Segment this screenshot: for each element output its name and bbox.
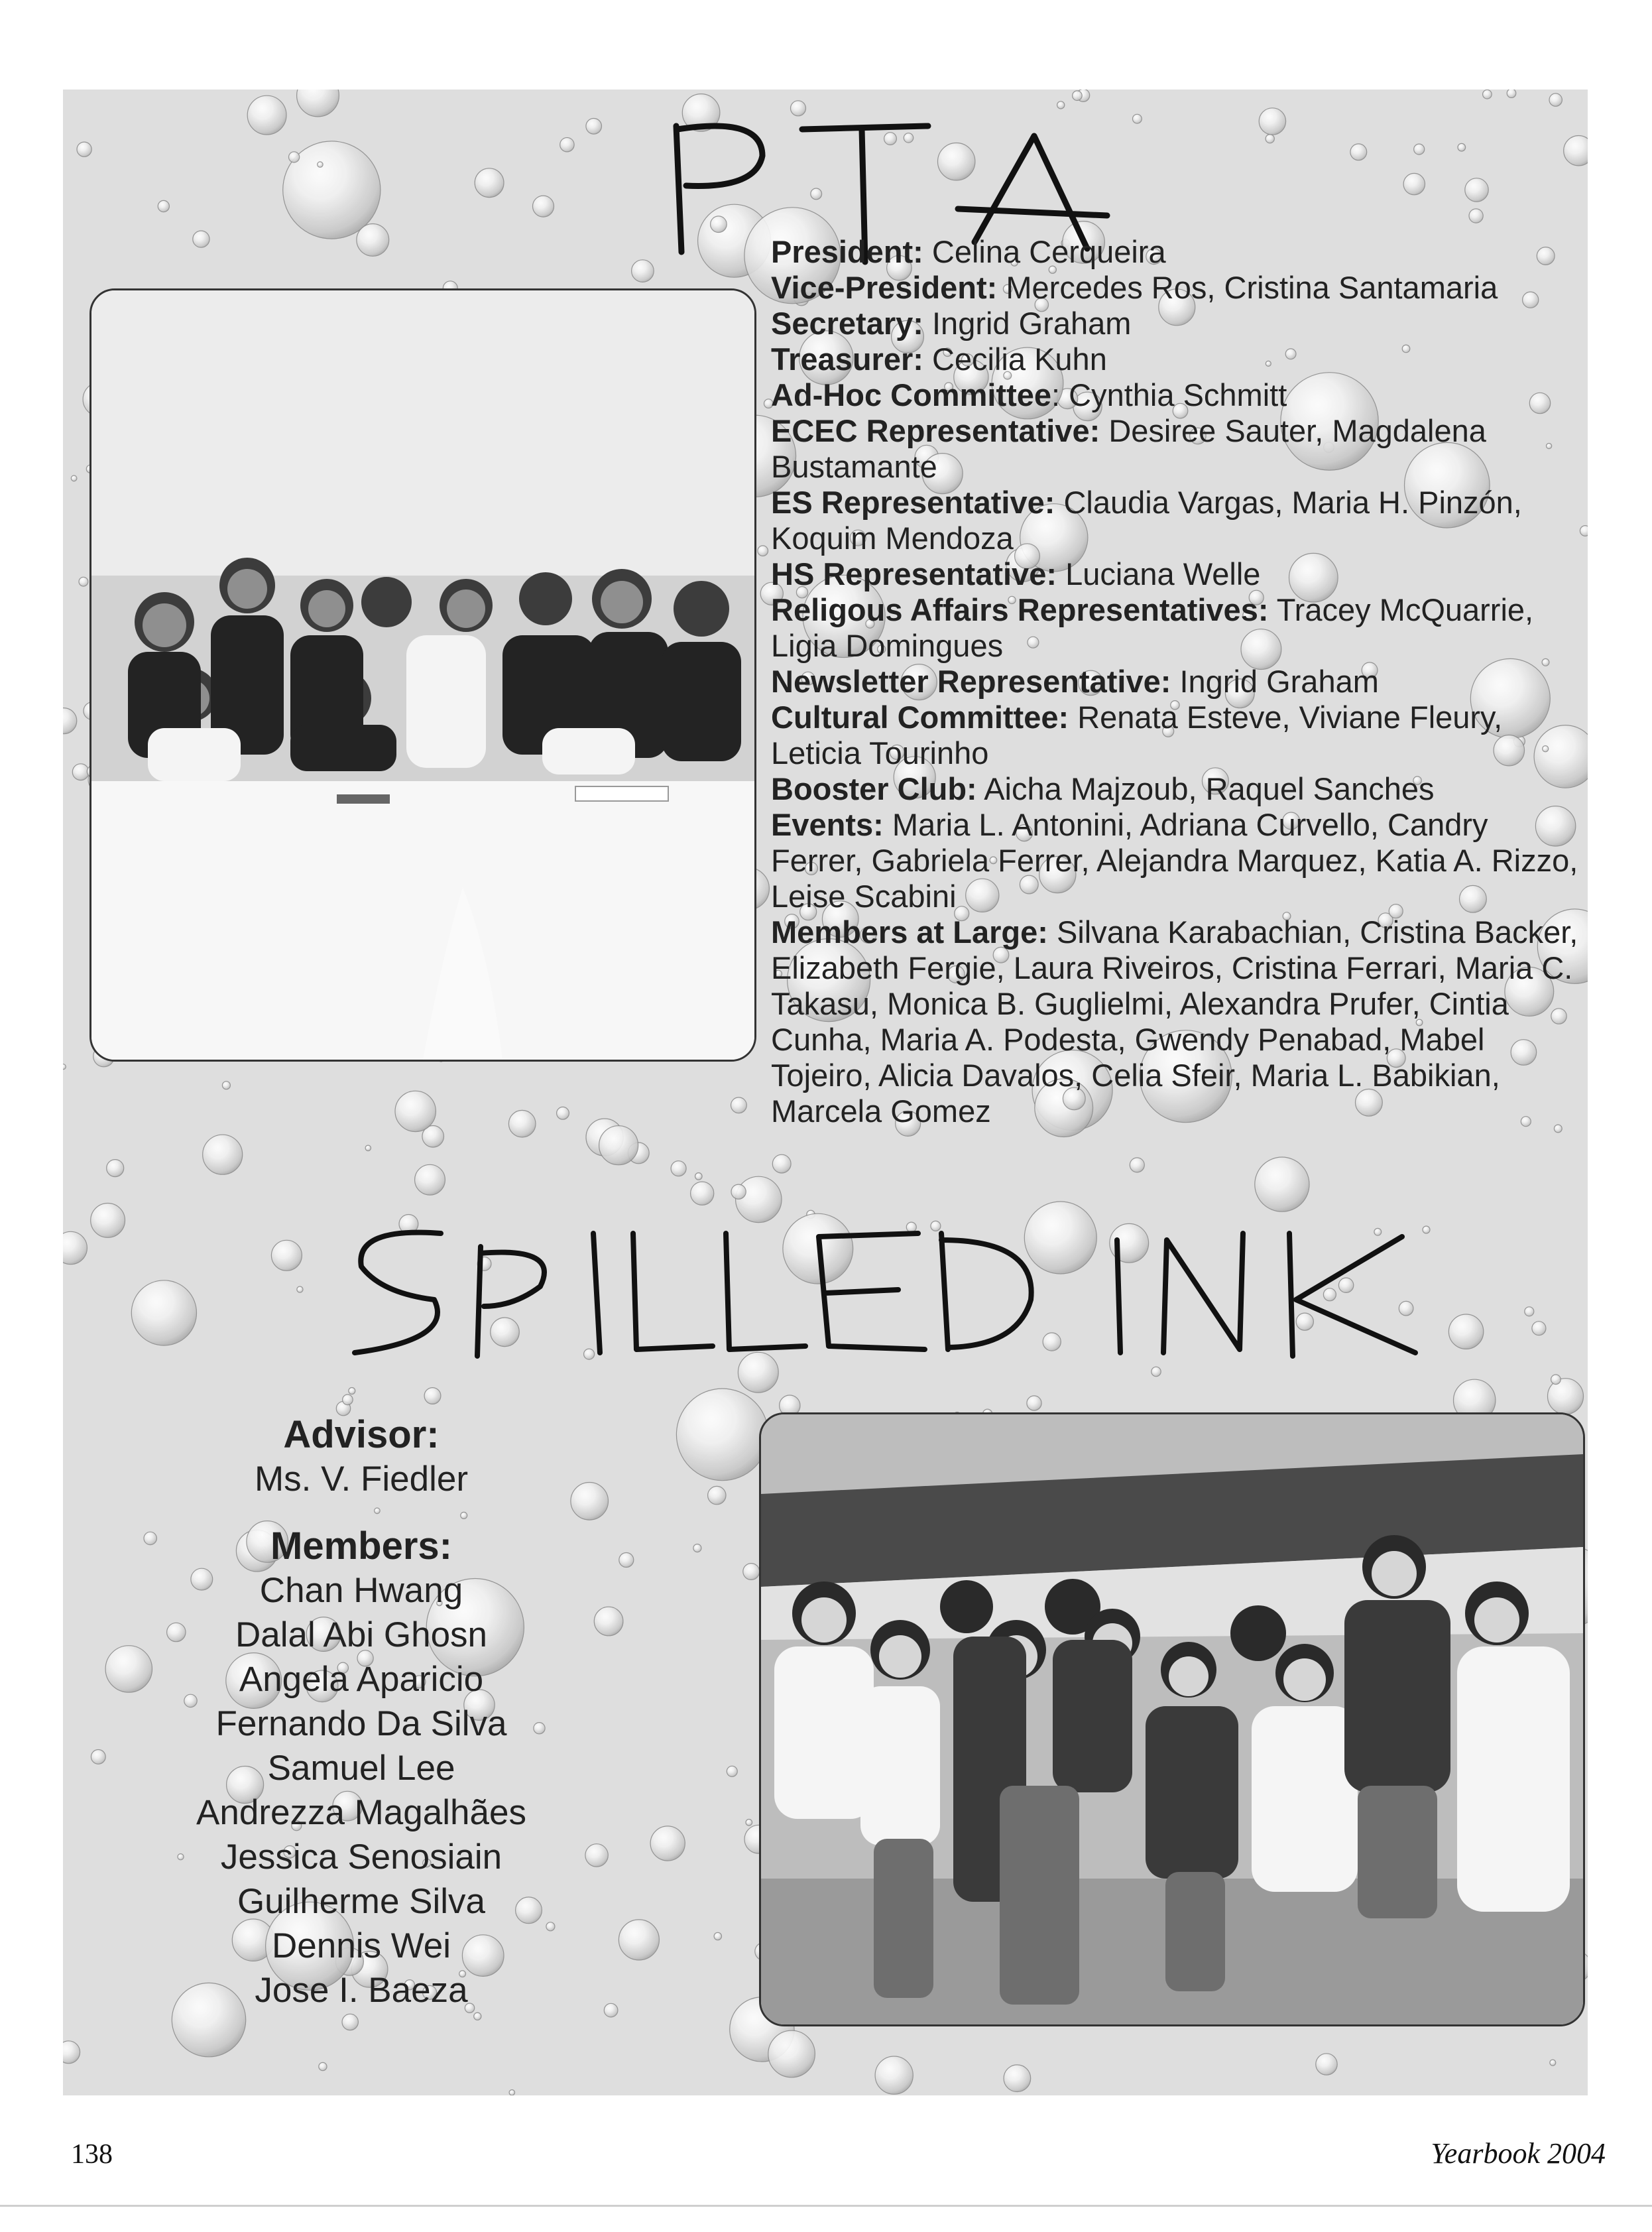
bubble-shape	[1483, 90, 1492, 99]
bubble-shape	[671, 1161, 686, 1176]
bubble-shape	[297, 90, 339, 117]
bubble-shape	[1316, 2054, 1337, 2075]
bubble-shape	[79, 577, 88, 586]
bubble-shape	[1414, 144, 1425, 155]
bubble-shape	[1525, 1307, 1534, 1316]
bubble-shape	[91, 1750, 105, 1765]
bubble-shape	[319, 2062, 327, 2070]
advisor-label: Advisor:	[283, 1413, 440, 1456]
advisor-name: Ms. V. Fiedler	[254, 1459, 469, 1499]
bubble-shape	[1073, 91, 1083, 101]
bubble-shape	[63, 2041, 80, 2064]
bubble-shape	[585, 1844, 608, 1867]
bubble-shape	[342, 2014, 358, 2030]
bubble-shape	[533, 196, 554, 217]
bubble-shape	[107, 1160, 124, 1177]
bubble-shape	[708, 1486, 726, 1504]
bubble-shape	[1057, 101, 1065, 109]
bubble-shape	[91, 1204, 125, 1238]
bubble-shape	[731, 1184, 746, 1199]
officer-row: Newsletter Representative: Ingrid Graham	[771, 664, 1379, 699]
bubble-shape	[1550, 2060, 1556, 2066]
bubble-shape	[289, 152, 300, 162]
member-name: Fernando Da Silva	[215, 1704, 507, 1743]
bubble-shape	[546, 1922, 555, 1931]
bubble-shape	[586, 119, 602, 135]
officer-row: Events: Maria L. Antonini, Adriana Curvello, Candry Ferrer, Gabriela Ferrer, Alejandra Marquez, Katia A. Rizzo, Leise Scabini	[771, 807, 1578, 914]
bubble-shape	[222, 1082, 230, 1089]
bubble-shape	[743, 1564, 760, 1580]
member-name: Jessica Senosiain	[220, 1837, 502, 1877]
bubble-shape	[599, 1126, 638, 1165]
bubble-shape	[193, 231, 209, 247]
bubble-shape	[772, 1154, 791, 1173]
bubble-shape	[63, 708, 77, 734]
bubble-shape	[1507, 90, 1516, 97]
bubble-shape	[203, 1135, 243, 1174]
bubble-background-panel	[63, 90, 1588, 2095]
bubble-shape	[508, 1110, 536, 1137]
officer-row: Treasurer: Cecilia Kuhn	[771, 341, 1107, 377]
bubble-shape	[768, 2030, 815, 2077]
bubble-shape	[1458, 143, 1466, 151]
bubble-shape	[1551, 1375, 1561, 1385]
bubble-shape	[474, 2013, 481, 2020]
bubble-shape	[72, 764, 89, 780]
officer-row: Secretary: Ingrid Graham	[771, 306, 1132, 341]
bubble-shape	[1448, 1314, 1483, 1349]
member-name: Andrezza Magalhães	[196, 1793, 526, 1832]
svg-text:SPILLED INK: SPILLED INK	[341, 1207, 346, 1208]
member-name: Dennis Wei	[271, 1926, 451, 1965]
bubble-shape	[1532, 1322, 1546, 1335]
bubble-shape	[63, 1231, 87, 1264]
bubble-shape	[349, 1388, 355, 1395]
member-name: Samuel Lee	[267, 1749, 455, 1788]
bubble-shape	[676, 1389, 768, 1481]
bubble-shape	[746, 1820, 752, 1826]
bubble-shape	[632, 260, 654, 282]
page-number: 138	[71, 2139, 113, 2170]
spilled-ink-group-photo	[759, 1412, 1585, 2026]
bubble-shape	[594, 1607, 623, 1636]
spilled-ink-staff	[176, 1412, 547, 2013]
bubble-shape	[424, 1388, 441, 1404]
bubble-shape	[144, 1532, 156, 1544]
officer-row: ECEC Representative: Desiree Sauter, Magdalena Bustamante	[771, 413, 1486, 484]
bubble-shape	[131, 1280, 196, 1345]
spilled-ink-heading	[341, 1207, 1435, 1373]
bubble-shape	[318, 162, 323, 167]
bubble-shape	[714, 1932, 721, 1940]
bubble-shape	[1549, 93, 1562, 106]
bubble-shape	[475, 168, 504, 198]
bubble-shape	[415, 1164, 445, 1195]
member-name: Chan Hwang	[259, 1571, 463, 1610]
bubble-shape	[357, 224, 389, 257]
officer-row: Vice-President: Mercedes Ros, Cristina Santamaria	[771, 270, 1498, 305]
bubble-shape	[1130, 1158, 1144, 1172]
bubble-shape	[560, 138, 574, 152]
bubble-shape	[571, 1483, 609, 1520]
member-name: Guilherme Silva	[237, 1882, 486, 1921]
bubble-shape	[727, 1766, 737, 1776]
bubble-shape	[63, 1064, 66, 1070]
bubble-shape	[509, 2090, 514, 2095]
bubble-shape	[650, 1826, 685, 1861]
bubble-shape	[395, 1091, 436, 1131]
bubble-shape	[604, 2003, 618, 2017]
member-name: Angela Aparicio	[239, 1660, 484, 1699]
bubble-shape	[1133, 114, 1142, 123]
bubble-shape	[1259, 108, 1285, 135]
officer-row: ES Representative: Claudia Vargas, Maria H. Pinzón, Koquim Mendoza	[771, 485, 1522, 556]
officer-row: President: Celina Cerqueira	[771, 234, 1166, 269]
bubble-shape	[691, 1182, 714, 1205]
bubble-shape	[158, 200, 169, 212]
book-title: Yearbook 2004	[1431, 2137, 1606, 2170]
bubble-shape	[343, 1395, 353, 1405]
svg-text:PTA: PTA	[663, 109, 664, 110]
officer-row: Booster Club: Aicha Majzoub, Raquel Sanches	[771, 771, 1435, 806]
bubble-shape	[619, 1920, 659, 1960]
officer-row: Cultural Committee: Renata Esteve, Viviane Fleury, Leticia Tourinho	[771, 700, 1503, 771]
bubble-shape	[1266, 135, 1274, 143]
officer-row: Religous Affairs Representatives: Tracey McQuarrie, Ligia Domingues	[771, 592, 1534, 663]
bubble-shape	[731, 1097, 747, 1113]
bubble-shape	[77, 142, 91, 156]
bubble-shape	[365, 1145, 371, 1150]
pta-group-photo	[89, 288, 756, 1062]
member-name: Dalal Abi Ghosn	[235, 1615, 488, 1654]
bubble-shape	[1564, 136, 1588, 166]
bubble-shape	[875, 2056, 913, 2094]
bubble-shape	[297, 1286, 303, 1292]
bubble-shape	[1465, 178, 1488, 202]
footer-rule	[0, 2205, 1652, 2207]
officer-row: Ad-Hoc Committee: Cynthia Schmitt	[771, 377, 1287, 412]
bubble-shape	[1004, 2065, 1031, 2092]
bubble-shape	[1469, 209, 1483, 223]
bubble-shape	[1255, 1157, 1309, 1211]
bubble-shape	[105, 1646, 152, 1692]
bubble-shape	[695, 1173, 703, 1180]
officer-row: Members at Large: Silvana Karabachian, Cristina Backer, Elizabeth Fergie, Laura Riveiros, Cristina Ferrari, Maria C. Takasu, Monica B. Guglielmi, Alexandra Prufer, Cintia Cunha, Maria A. Podesta, Gwendy Penabad, Mabel Tojeiro, Alicia Davalos, Celia Sfeir, Maria L. Babikian, Marcela Gomez	[771, 914, 1578, 1129]
bubble-shape	[557, 1107, 569, 1119]
pta-officer-list	[771, 234, 1583, 1129]
bubble-shape	[619, 1553, 634, 1568]
bubble-shape	[1027, 1396, 1041, 1410]
bubble-shape	[271, 1240, 302, 1271]
members-label: Members:	[270, 1524, 452, 1568]
bubble-shape	[758, 546, 768, 556]
member-name: Jose I. Baeza	[255, 1971, 468, 2010]
bubble-shape	[247, 95, 286, 135]
bubble-shape	[1350, 144, 1367, 160]
bubble-shape	[693, 1544, 701, 1552]
bubble-shape	[1403, 173, 1425, 194]
officer-row: HS Representative: Luciana Welle	[771, 556, 1261, 591]
bubble-shape	[71, 475, 77, 481]
